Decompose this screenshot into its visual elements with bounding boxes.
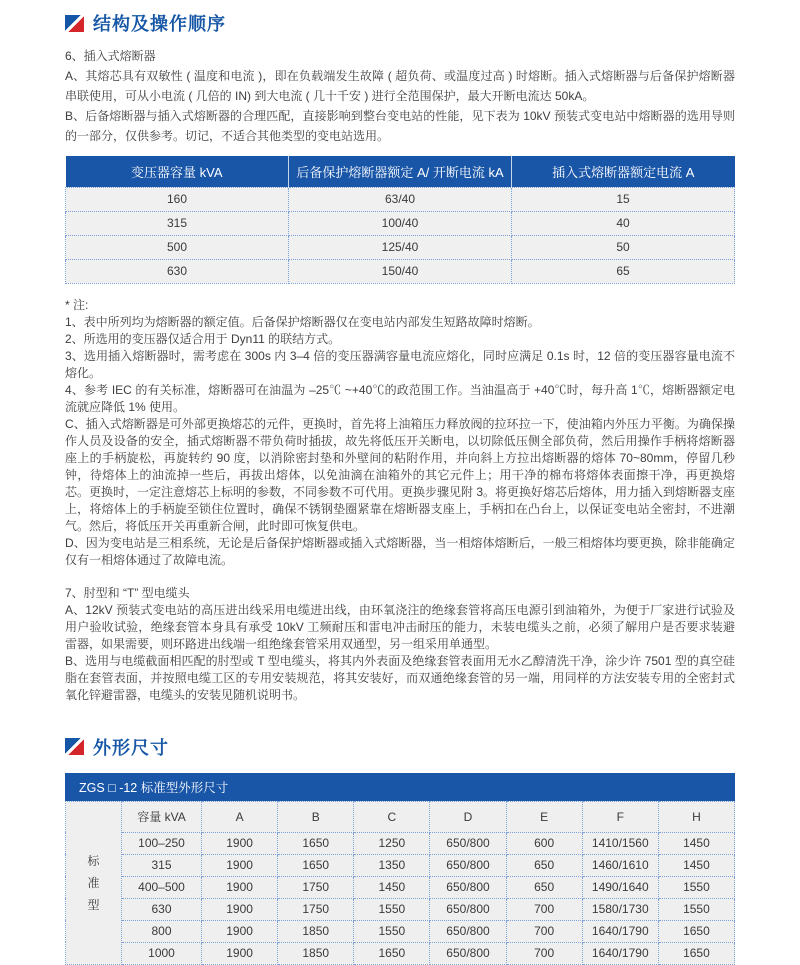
cell: 1550 xyxy=(354,920,430,942)
cell: 500 xyxy=(66,235,289,259)
section-title: 外形尺寸 xyxy=(93,737,169,758)
column-header: H xyxy=(658,801,734,832)
cell: 650 xyxy=(506,876,582,898)
cell: 1850 xyxy=(278,920,354,942)
dimension-table xyxy=(65,801,735,965)
cable-head-section xyxy=(65,585,735,704)
section-title: 结构及操作顺序 xyxy=(93,14,226,34)
cell: 1350 xyxy=(354,854,430,876)
table-row xyxy=(66,942,735,964)
cell: 1900 xyxy=(202,876,278,898)
table-row xyxy=(66,832,735,854)
cell: 1650 xyxy=(658,920,734,942)
cell: 150/40 xyxy=(289,259,512,283)
cell: 160 xyxy=(66,187,289,211)
intro-paragraphs xyxy=(65,46,735,146)
section-header-dimensions xyxy=(65,736,735,758)
table-row xyxy=(66,920,735,942)
cell: 630 xyxy=(122,898,202,920)
column-header: 变压器容量 kVA xyxy=(66,156,289,187)
table-header-row xyxy=(66,801,735,832)
cell: 650/800 xyxy=(430,876,506,898)
paragraph: B、后备熔断器与插入式熔断器的合理匹配，直接影响到整台变电站的性能，见下表为 10kV 预装式变电站中熔断器的选用导则的一部分，仅供参考。切记，不适合其他类型的变电站选用。 xyxy=(65,109,735,143)
table-row xyxy=(66,211,735,235)
cell: 650/800 xyxy=(430,920,506,942)
cell: 1650 xyxy=(354,942,430,964)
note-item: C、插入式熔断器是可外部更换熔芯的元件，更换时，首先将上油箱压力释放阀的拉环拉一下，使油箱内外压力平衡。为确保操作人员及设备的安全，插式熔断器不带负荷时插拔，故先将低压开关断电，以切除低压侧全部负荷，然后用操作手柄将熔断器座上的手柄旋松，再旋转约 90 度，以消除密封垫和外壁间的粘附作用，并向斜上方拉出熔断器的熔体 70~80mm，停留几秒钟，待熔体上的油流掉一些后，再拔出熔体，以免油滴在油箱外的其它元件上；用干净的棉布将熔体表面擦干净，再更换熔芯。更换时，一定注意熔芯上标明的参数，不同参数不可代用。更换步骤见附 3。将更换好熔芯后熔体，用力插入到熔断器支座上，将熔体上的手柄旋至锁住位置时，确保不锈钢垫圈紧靠在熔断器支座上，手柄扣在凸台上，以保证变电站全密封，不进潮气。然后，将低压开关再重新合闸，此时即可恢复供电。 xyxy=(65,416,736,533)
group-label: 标准型 xyxy=(87,853,100,912)
cell: 315 xyxy=(66,211,289,235)
cell: 1450 xyxy=(658,854,734,876)
section-marker-icon xyxy=(65,15,84,32)
cell: 100–250 xyxy=(122,832,202,854)
cell: 1750 xyxy=(278,876,354,898)
column-header: F xyxy=(582,801,658,832)
cell: 1250 xyxy=(354,832,430,854)
note-item: 2、所选用的变压器仅适合用于 Dyn11 的联结方式。 xyxy=(65,331,341,346)
cell: 400–500 xyxy=(122,876,202,898)
cell: 650/800 xyxy=(430,854,506,876)
cell: 1580/1730 xyxy=(582,898,658,920)
table-row xyxy=(66,854,735,876)
cell: 800 xyxy=(122,920,202,942)
cell: 1900 xyxy=(202,898,278,920)
cell: 100/40 xyxy=(289,211,512,235)
cell: 1490/1640 xyxy=(582,876,658,898)
cell: 650/800 xyxy=(430,832,506,854)
cell: 63/40 xyxy=(289,187,512,211)
note-item: D、因为变电站是三相系统，无论是后备保护熔断器或插入式熔断器，当一相熔体熔断后，一般三相熔体均要更换，除非能确定仅有一相熔体通过了故障电流。 xyxy=(65,535,735,567)
cell: 1550 xyxy=(354,898,430,920)
dimension-table-block xyxy=(65,773,735,965)
cell: 1900 xyxy=(202,854,278,876)
column-header: 容量 kVA xyxy=(122,801,202,832)
cell: 1640/1790 xyxy=(582,920,658,942)
cell: 1850 xyxy=(278,942,354,964)
subsection-heading: 7、肘型和 “T” 型电缆头 xyxy=(65,585,190,600)
cell: 1650 xyxy=(278,832,354,854)
cell: 15 xyxy=(512,187,735,211)
cell: 1450 xyxy=(658,832,734,854)
cell: 1900 xyxy=(202,832,278,854)
cell: 125/40 xyxy=(289,235,512,259)
table-header-row xyxy=(66,156,735,187)
cell: 315 xyxy=(122,854,202,876)
cell: 1450 xyxy=(354,876,430,898)
table-row xyxy=(66,876,735,898)
section-marker-icon xyxy=(65,738,84,755)
cell: 1900 xyxy=(202,920,278,942)
column-header: 插入式熔断器额定电流 A xyxy=(512,156,735,187)
cell: 50 xyxy=(512,235,735,259)
group-label-cell xyxy=(66,801,122,964)
column-header: 后备保护熔断器额定 A/ 开断电流 kA xyxy=(289,156,512,187)
notes-block xyxy=(65,297,735,569)
table-row xyxy=(66,187,735,211)
cell: 1650 xyxy=(658,942,734,964)
cell: 1410/1560 xyxy=(582,832,658,854)
fuse-selection-table xyxy=(65,156,735,284)
table-row xyxy=(66,259,735,283)
cell: 1000 xyxy=(122,942,202,964)
column-header: A xyxy=(202,801,278,832)
cell: 630 xyxy=(66,259,289,283)
cell: 650/800 xyxy=(430,942,506,964)
column-header: B xyxy=(278,801,354,832)
cell: 1550 xyxy=(658,898,734,920)
cell: 65 xyxy=(512,259,735,283)
paragraph: 6、插入式熔断器 xyxy=(65,49,156,63)
notes-title: * 注: xyxy=(65,297,89,312)
dimension-table-title: ZGS □ -12 标准型外形尺寸 xyxy=(65,773,735,801)
paragraph: B、选用与电缆截面相匹配的肘型或 T 型电缆头，将其内外表面及绝缘套管表面用无水乙醇清洗干净，涂少许 7501 型的真空硅脂在套管表面，并按照电缆工区的专用安装规范，将其安装好，而双通绝缘套管的另一端，用同样的方法安装专用的全密封式氧化锌避雷器，电缆头的安装见随机说明书。 xyxy=(65,653,735,702)
cell: 1650 xyxy=(278,854,354,876)
cell: 1900 xyxy=(202,942,278,964)
cell: 700 xyxy=(506,942,582,964)
cell: 1550 xyxy=(658,876,734,898)
cell: 700 xyxy=(506,920,582,942)
note-item: 4、参考 IEC 的有关标准，熔断器可在油温为 –25℃ ~+40℃的政范围工作。当油温高于 +40℃时，每升高 1℃，熔断器额定电流就应降低 1% 使用。 xyxy=(65,382,735,414)
cell: 40 xyxy=(512,211,735,235)
table-row xyxy=(66,898,735,920)
column-header: D xyxy=(430,801,506,832)
cell: 600 xyxy=(506,832,582,854)
cell: 650/800 xyxy=(430,898,506,920)
table-row xyxy=(66,235,735,259)
cell: 1460/1610 xyxy=(582,854,658,876)
column-header: C xyxy=(354,801,430,832)
cell: 650 xyxy=(506,854,582,876)
paragraph: A、其熔芯具有双敏性 ( 温度和电流 )，即在负载端发生故障 ( 超负荷、或温度过高 ) 时熔断。插入式熔断器与后备保护熔断器串联使用，可从小电流 ( 几倍的 IN) 到大电流 ( 几十千安 ) 进行全范围保护，最大开断电流达 50kA。 xyxy=(65,69,735,103)
column-header: E xyxy=(506,801,582,832)
cell: 1640/1790 xyxy=(582,942,658,964)
section-header-structure xyxy=(65,12,735,34)
cell: 1750 xyxy=(278,898,354,920)
note-item: 3、选用插入熔断器时，需考虑在 300s 内 3–4 倍的变压器满容量电流应熔化，同时应满足 0.1s 时，12 倍的变压器容量电流不熔化。 xyxy=(65,348,735,380)
paragraph: A、12kV 预装式变电站的高压进出线采用电缆进出线，由环氧浇注的绝缘套管将高压电源引到油箱外，为便于厂家进行试验及用户验收试验，绝缘套管本身具有承受 10kV 工频耐压和雷电冲击耐压的能力，未装电缆头之前，必须了解用户是否要求装避雷器，如果需要，则环路进出线端一组绝缘套管采用双通型，另一组采用单通型。 xyxy=(65,602,735,651)
note-item: 1、表中所列均为熔断器的额定值。后备保护熔断器仅在变电站内部发生短路故障时熔断。 xyxy=(65,314,540,329)
cell: 700 xyxy=(506,898,582,920)
